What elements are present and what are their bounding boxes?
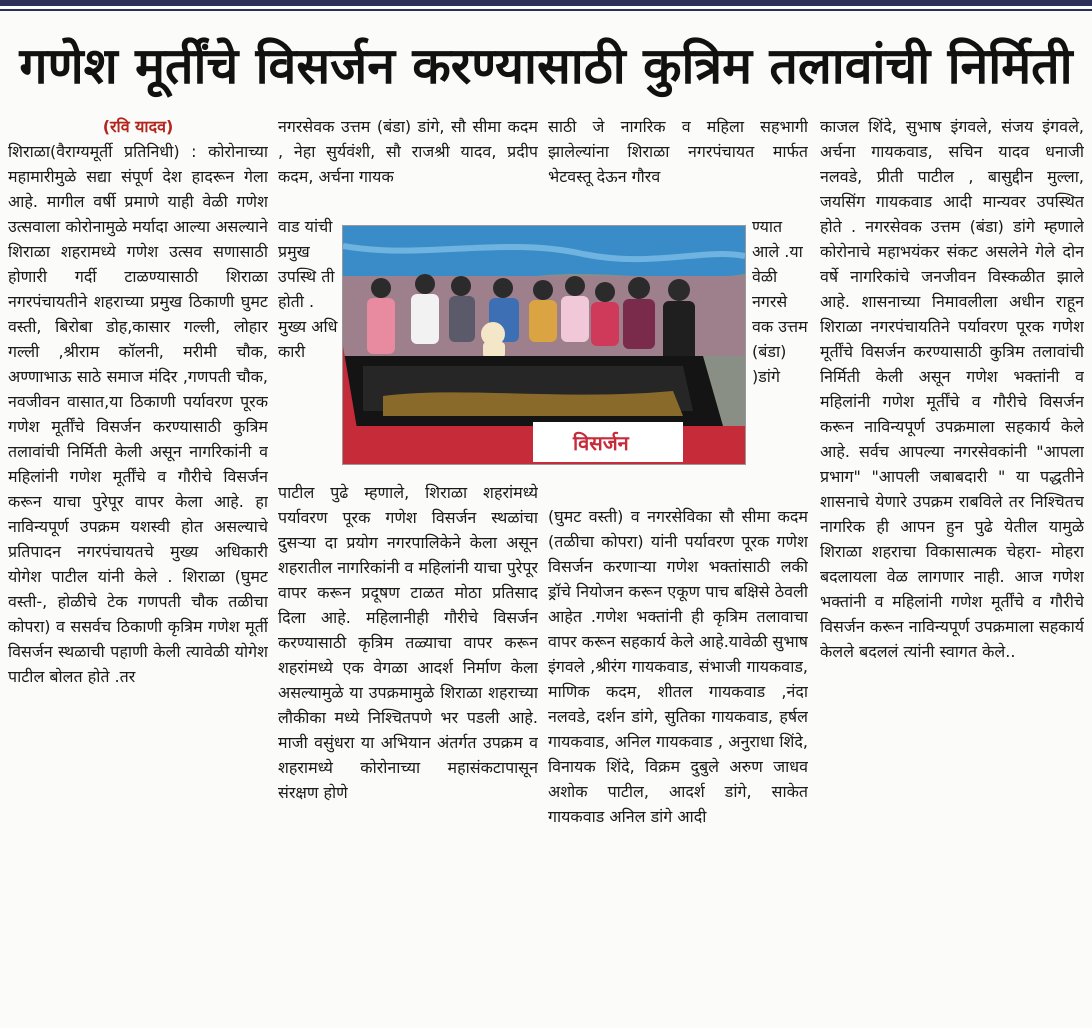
top-rule-thin: [0, 9, 1092, 11]
column-2-side: वाड यांची प्रमुख उपस्थि ती होती . मुख्य अधि कारी: [278, 217, 338, 361]
column-1-text: शिराळा(वैराग्यमूर्ती प्रतिनिधी) : कोरोनाच्या महामारीमुळे सद्या संपूर्ण देश हादरून गेला आहे. मागील वर्षी प्रमाणे याही वेळी गणेश उत्सवाला कोरोनामुळे मर्यादा आल्या असल्याने शिराळा शहरामध्ये गणेश उत्सव सणासाठी होणारी गर्दी टाळण्यासाठी शिराळा नगरपंचायतीने शहराच्या प्रमुख ठिकाणी घुमट वस्ती, बिरोबा डोह,कासार गल्ली, लोहार गल्ली ,श्रीराम कॉलनी, मरीमी चौक, अण्णाभाऊ साठे समाज मंदिर ,गणपती चौक, नवजीवन वासात,या ठिकाणी पर्यावरण पूरक गणेश मूर्तींचे विसर्जन करण्यासाठी कुत्रिम तलावांची निर्मिती केली असून नागरिकांनी व महिलांनी गणेश मूर्तींचे व गौरीचे विसर्जन करून याचा पुरेपूर वापर केला आहे. हा नाविन्यपूर्ण उपक्रम यशस्वी होत असल्याचे प्रतिपादन नगरपंचायतचे मुख्य अधिकारी योगेश पाटील यांनी केले . शिराळा (घुमट वस्ती-, होळीचे टेक गणपती चौक तळीचा कोपरा) व ससर्वच ठिकाणी कृत्रिम गणेश मूर्ती विसर्जन स्थळाची पहाणी केली त्यावेळी योगेश पाटील बोलत होते .तर: [8, 142, 268, 686]
byline: (रवि यादव): [102, 117, 174, 136]
column-2-bottom: पाटील पुढे म्हणाले, शिराळा शहरांमध्ये पर्यावरण पूरक गणेश विसर्जन स्थळांचा दुसऱ्या दा प्रयोग नगरपालिकेने केला असून शहरातील नागरिकांनी व महिलांनी याचा पुरेपूर वापर करून प्रदूषण टाळत मोठा प्रतिसाद दिला आहे. महिलानीही गौरीचे विसर्जन करण्यासाठी कृत्रिम तळ्याचा वापर करून शहरांमध्ये एक वेगळा आदर्श निर्माण केला असल्यामुळे या उपक्रमामुळे शिराळा शहराच्या लौकीका मध्ये निश्चितपणे भर पडली आहे. माजी वसुंधरा या अभियान अंतर्गत उपक्रम व शहरामध्ये कोरोनाच्या महासंकटापासून संरक्षण होणे: [278, 483, 538, 802]
photo-illustration: [343, 226, 745, 464]
column-3-bottom: (घुमट वस्ती) व नगरसेविका सौ सीमा कदम (तळीचा कोपरा) यांनी पर्यावरण पूरक गणेश विसर्जन करणाऱ्या गणेश भक्तांसाठी लकी ड्रॉचे नियोजन करून एकूण पाच बक्षिसे ठेवली आहेत .गणेश भक्तांनी ही कृत्रिम तलावाचा वापर करून सहकार्य केले आहे.यावेळी सुभाष इंगवले ,श्रीरंग गायकवाड, संभाजी गायकवाड, माणिक कदम, शीतल गायकवाड ,नंदा नलवडे, दर्शन डांगे, सुतिका गायकवाड, हर्षल गायकवाड, अनिल गायकवाड , अनुराधा शिंदे, विनायक शिंदे, विक्रम दुबुले अरुण जाधव अशोक पाटील, आदर्श डांगे, साकेत गायकवाड अनिल डांगे आदी: [548, 507, 808, 826]
column-3-top: साठी जे नागरिक व महिला सहभागी झालेल्यांना शिराळा नगरपंचायत मार्फत भेटवस्तू देऊन गौरव: [548, 117, 808, 186]
news-photo: [342, 225, 746, 465]
top-rule: [0, 0, 1092, 6]
column-2-top: नगरसेवक उत्तम (बंडा) डांगे, सौ सीमा कदम , नेहा सुर्यवंशी, सौ राजश्री यादव, प्रदीप कदम, अर्चना गायक: [278, 117, 538, 186]
headline: गणेश मूर्तींचे विसर्जन करण्यासाठी कुत्रिम तलावांची निर्मिती: [19, 37, 1073, 95]
column-4: काजल शिंदे, सुभाष इंगवले, संजय इंगवले, अर्चना गायकवाड, सचिन यादव धनाजी नलवडे, प्रीती पाटील , बासुद्दीन मुल्ला, जयसिंग गायकवाड आदी मान्यवर उपस्थित होते . नगरसेवक उत्तम (बंडा) डांगे म्हणाले कोरोनाचे महाभयंकर संकट असलेने गेले दोन वर्षे नागरिकांचे जनजीवन विस्कळीत झाले आहे. शासनाच्या निमावलीला अधीन राहून शिराळा नगरपंचायतिने पर्यावरण पूरक गणेश मूर्तींचे विसर्जन करण्यासाठी कुत्रिम तलावांची निर्मिती केली असून गणेश भक्तांनी व महिलांनी गणेश मूर्तींचे व गौरीचे विसर्जन करून नाविन्यपूर्ण उपक्रमाला सहकार्य केले आहे. सर्वच आपल्या नगरसेवकांनी "आपला प्रभाग" "आपली जबाबदारी " या पद्धतीने शासनाचे येणारे उपक्रम राबविले तर निश्चितच नागरिक ही आपन हुन पुढे येतील यामुळे शिराळा शहराचा विकासात्मक चेहरा- मोहरा बदलायला वेळ लागणार नाही. आज गणेश भक्तांनी व महिलांनी गणेश मूर्तींचे व गौरीचे विसर्जन करून नाविन्यपूर्ण उपक्रमाला सहकार्य केलले बदललं त्यांनी स्वागत केले..: [820, 117, 1084, 661]
photo-banner-text: विसर्जन: [573, 431, 629, 455]
column-1: [8, 114, 268, 1020]
column-3-side: ण्यात आले .या वेळी नगरसे वक उत्तम (बंडा) )डांगे: [752, 217, 808, 386]
